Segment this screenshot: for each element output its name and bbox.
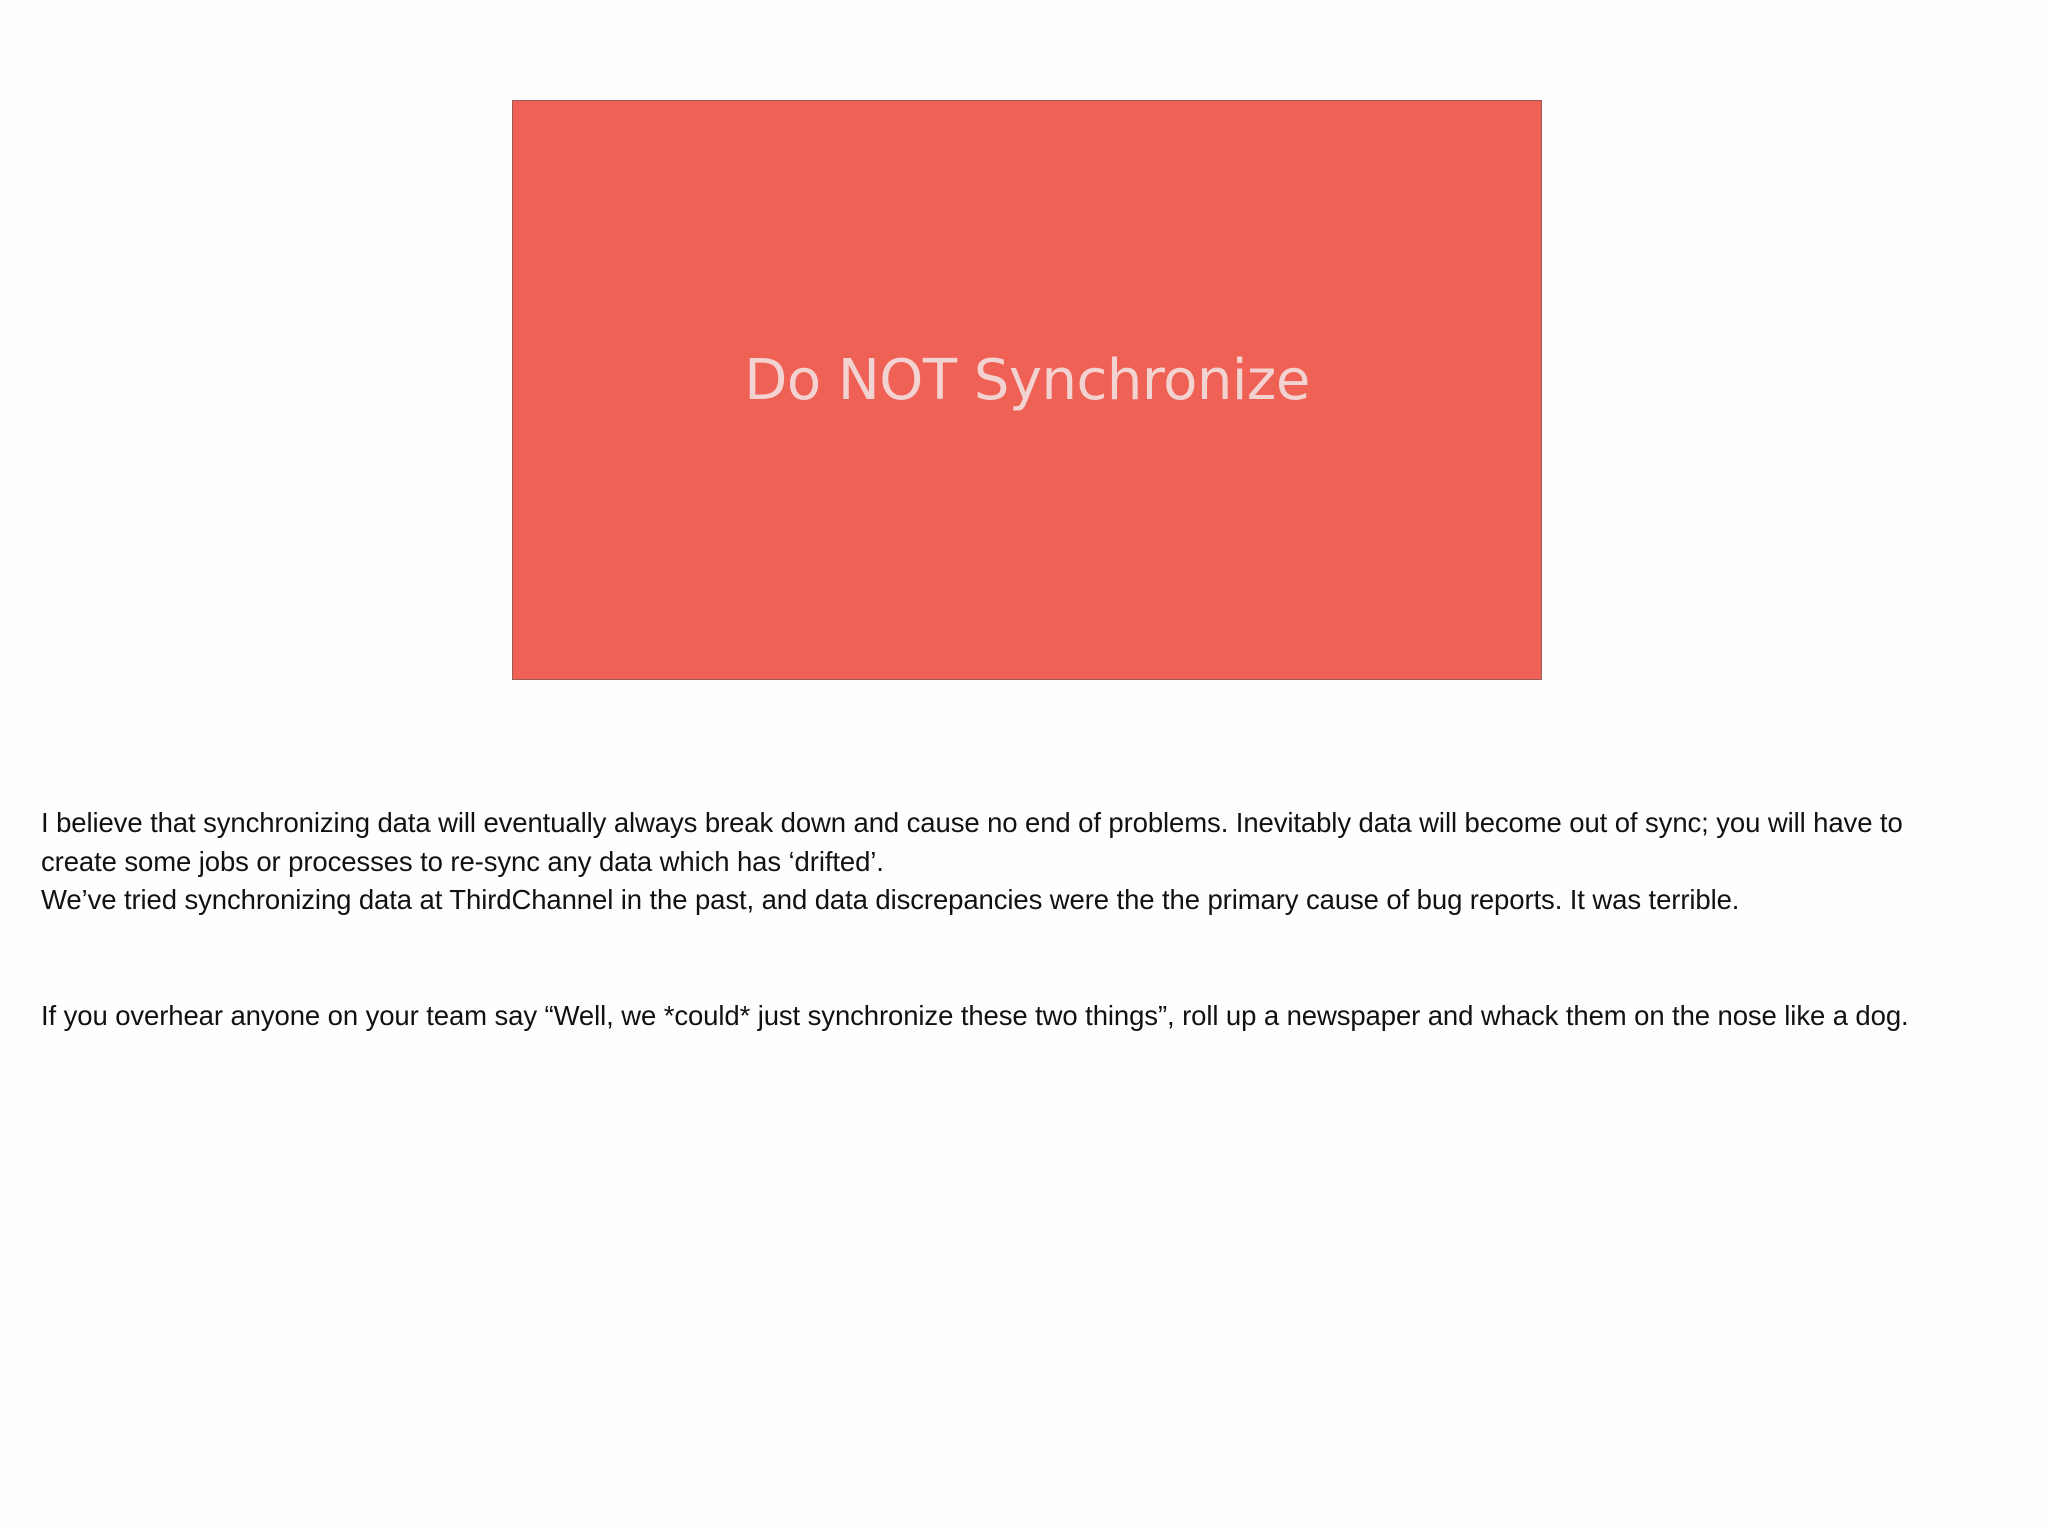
notes-paragraph-gap — [41, 920, 2021, 997]
notes-line: I believe that synchronizing data will eventually always break down and cause no end of problems. Inevitably data will become out of sync; you will have to — [41, 807, 1903, 838]
presenter-notes — [41, 804, 2021, 1035]
notes-line: If you overhear anyone on your team say “Well, we *could* just synchronize these two things”, roll up a newspaper and whack them on the nose like a dog. — [41, 999, 1909, 1031]
notes-line: create some jobs or processes to re-sync any data which has ‘drifted’. — [41, 845, 884, 877]
notes-line: We’ve tried synchronizing data at ThirdChannel in the past, and data discrepancies were the the primary cause of bug reports. It was terrible. — [41, 884, 1740, 915]
slide-thumbnail — [512, 100, 1542, 680]
slide-title: Do NOT Synchronize — [744, 347, 1310, 413]
